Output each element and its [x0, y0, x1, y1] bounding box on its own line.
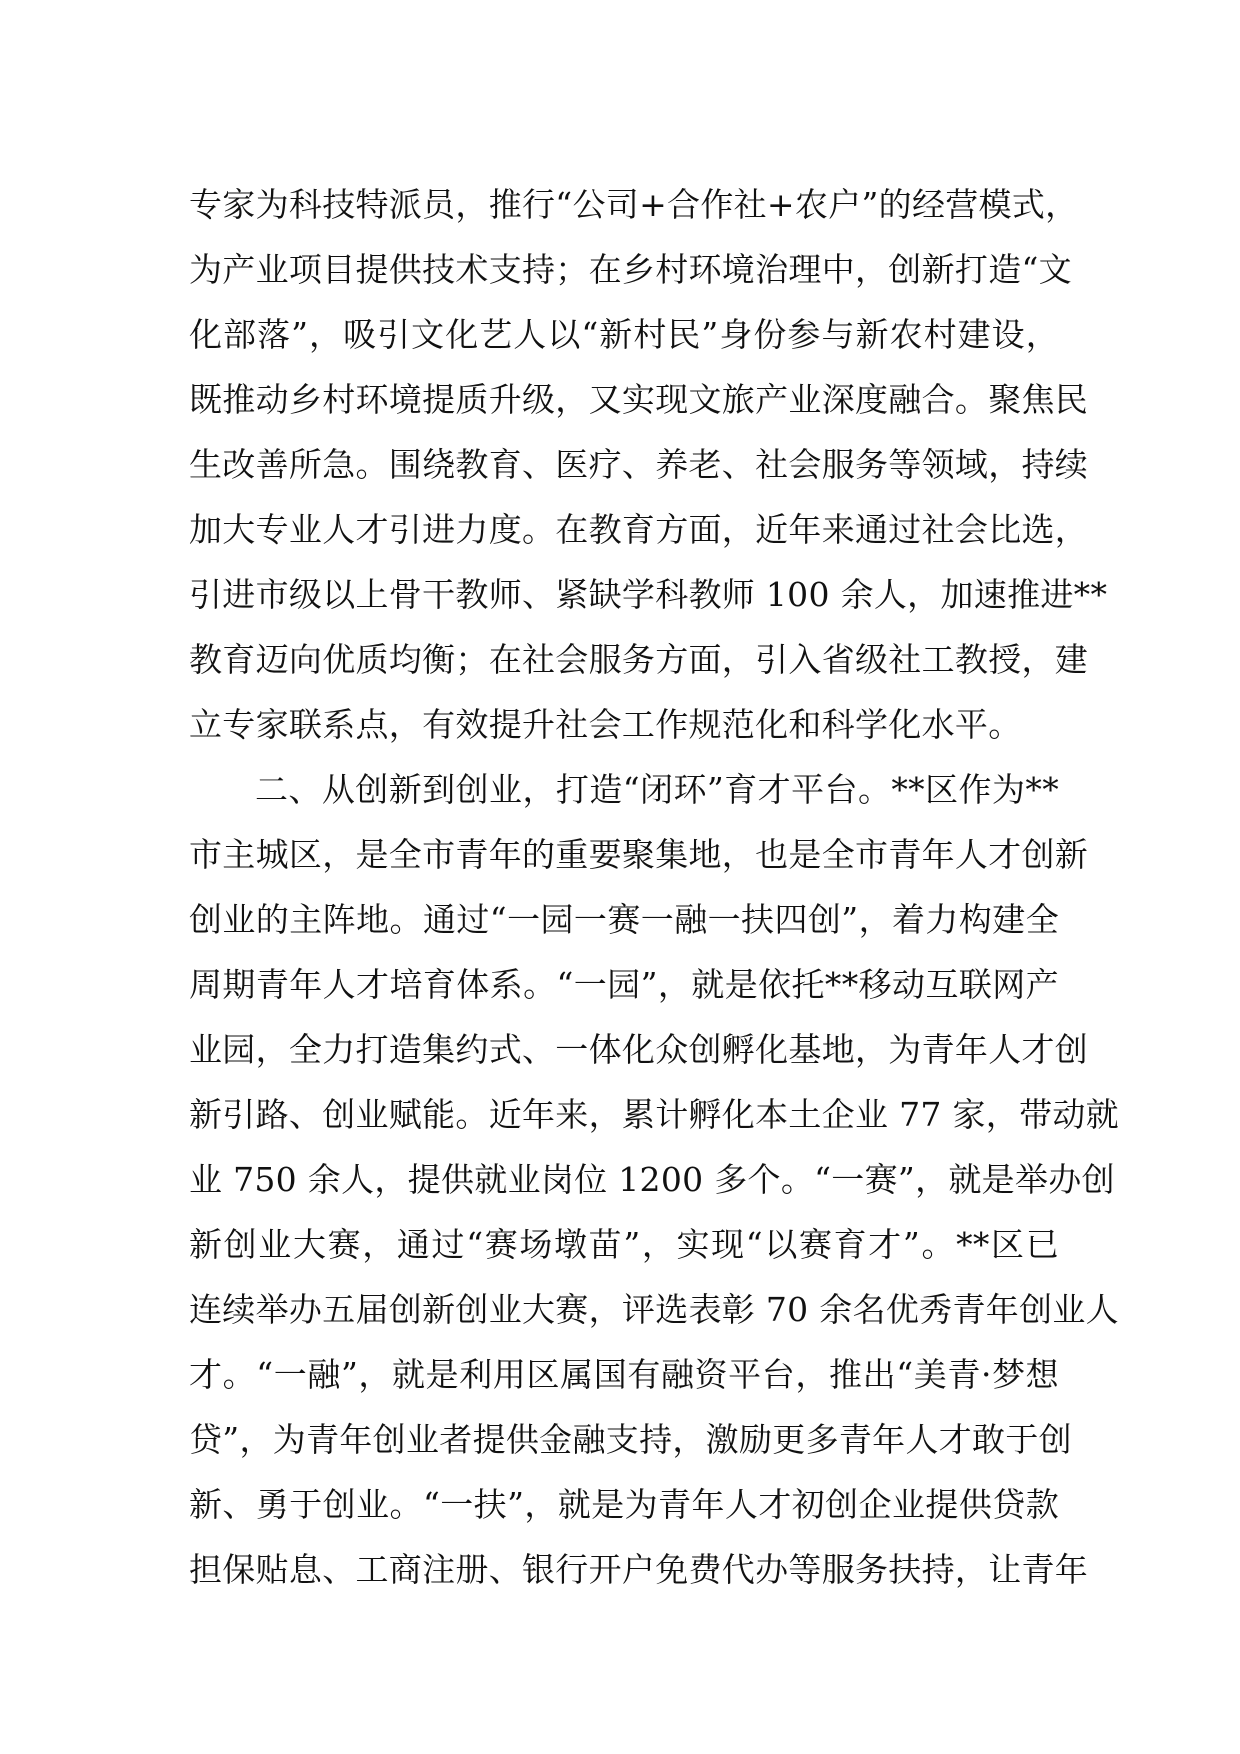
text-line: 才。“一融”，就是利用区属国有融资平台，推出“美青·梦想 [189, 1355, 1059, 1394]
text-line: 教育迈向优质均衡；在社会服务方面，引入省级社工教授，建 [189, 640, 1089, 679]
text-line: 新、勇于创业。“一扶”，就是为青年人才初创企业提供贷款 [189, 1485, 1059, 1524]
text-line: 生改善所急。围绕教育、医疗、养老、社会服务等领域，持续 [189, 445, 1089, 484]
paragraph-2 [189, 757, 1119, 1602]
text-line: 市主城区，是全市青年的重要聚集地，也是全市青年人才创新 [189, 835, 1089, 874]
text-line: 专家为科技特派员，推行“公司+合作社+农户”的经营模式， [189, 185, 1079, 224]
text-line: 业 750 余人，提供就业岗位 1200 多个。“一赛”，就是举办创 [189, 1160, 1115, 1199]
text-line: 为产业项目提供技术支持；在乡村环境治理中，创新打造“文 [189, 250, 1072, 289]
text-line: 引进市级以上骨干教师、紧缺学科教师 100 余人，加速推进** [189, 575, 1108, 614]
text-line: 业园，全力打造集约式、一体化众创孵化基地，为青年人才创 [189, 1030, 1089, 1069]
text-line: 连续举办五届创新创业大赛，评选表彰 70 余名优秀青年创业人 [189, 1290, 1119, 1329]
text-line: 既推动乡村环境提质升级，又实现文旅产业深度融合。聚焦民 [189, 380, 1089, 419]
text-line: 创业的主阵地。通过“一园一赛一融一扶四创”，着力构建全 [189, 900, 1059, 939]
text-line: 贷”，为青年创业者提供金融支持，激励更多青年人才敢于创 [189, 1420, 1072, 1459]
text-line: 担保贴息、工商注册、银行开户免费代办等服务扶持，让青年 [189, 1550, 1089, 1589]
text-line: 周期青年人才培育体系。“一园”，就是依托**移动互联网产 [189, 965, 1059, 1004]
text-line: 加大专业人才引进力度。在教育方面，近年来通过社会比选， [189, 510, 1089, 549]
text-line: 新引路、创业赋能。近年来，累计孵化本土企业 77 家，带动就 [189, 1095, 1119, 1134]
text-line: 立专家联系点，有效提升社会工作规范化和科学化水平。 [189, 705, 1022, 744]
text-line: 化部落”，吸引文化艺人以“新村民”身份参与新农村建设， [189, 315, 1059, 354]
document-body [189, 172, 1119, 1602]
paragraph-1 [189, 172, 1108, 757]
text-line: 新创业大赛，通过“赛场墩苗”，实现“以赛育才”。**区已 [189, 1225, 1059, 1264]
text-line: 二、从创新到创业，打造“闭环”育才平台。**区作为** [255, 770, 1059, 809]
